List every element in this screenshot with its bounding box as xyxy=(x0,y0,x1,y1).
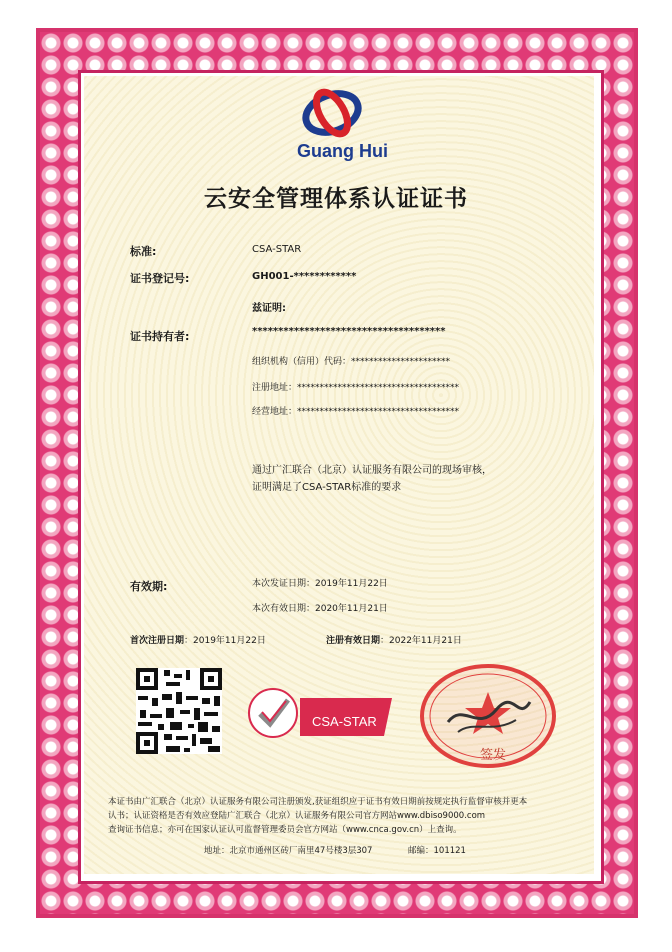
footer-line-2: 认书；认证资格是否有效应登陆广汇联合（北京）认证服务有限公司官方网站www.dbiso9000.com xyxy=(108,811,486,821)
reg-number-label: 证书登记号: xyxy=(130,272,190,285)
qr-code[interactable] xyxy=(136,668,222,754)
qr-finder-bottom-left xyxy=(136,732,158,754)
org-code: 组织机构（信用）代码：********************** xyxy=(252,357,451,367)
standard-label: 标准: xyxy=(130,245,157,258)
first-registration xyxy=(130,633,266,646)
footer-address: 地址：北京市通州区砖厂南里47号楼3层307 xyxy=(204,846,373,856)
guanghui-logo-icon xyxy=(300,86,364,140)
holder-label: 证书持有者: xyxy=(130,330,190,343)
registered-address: 注册地址：************************************ xyxy=(252,383,460,393)
qr-finder-top-right xyxy=(200,668,222,690)
statement-line-2: 证明满足了CSA-STAR标准的要求 xyxy=(252,482,402,493)
qr-finder-top-left xyxy=(136,668,158,690)
certify-label: 兹证明: xyxy=(252,303,286,314)
footer-postcode: 邮编：101121 xyxy=(408,846,466,856)
csa-star-badge-text: CSA-STAR xyxy=(312,714,377,729)
csa-star-badge xyxy=(246,686,392,740)
issue-date: 本次发证日期：2019年11月22日 xyxy=(252,579,388,589)
footer-line-1: 本证书由广汇联合（北京）认证服务有限公司注册颁发,获证组织应于证书有效日期前按规定执行监督审核并更本 xyxy=(108,797,528,807)
issuer-sign-text: 签发 xyxy=(480,748,507,763)
validity-label: 有效期: xyxy=(130,580,168,593)
reg-number-value: GH001-************ xyxy=(252,271,357,282)
registration-validity-label: 注册有效日期 xyxy=(326,636,381,646)
registration-validity-value: ：2022年11月21日 xyxy=(380,636,462,646)
first-registration-label: 首次注册日期 xyxy=(130,636,185,646)
logo-text: Guang Hui xyxy=(297,141,388,161)
valid-date: 本次有效日期：2020年11月21日 xyxy=(252,604,388,614)
statement-line-1: 通过广汇联合（北京）认证服务有限公司的现场审核， xyxy=(252,465,492,476)
standard-value: CSA-STAR xyxy=(252,244,302,255)
registration-validity xyxy=(326,633,462,646)
certificate-title: 云安全管理体系认证证书 xyxy=(204,186,468,212)
first-registration-value: ：2019年11月22日 xyxy=(184,636,266,646)
holder-value: ************************************* xyxy=(252,326,446,337)
business-address: 经营地址：************************************ xyxy=(252,407,460,417)
footer-line-3: 查询证书信息；亦可在国家认证认可监督管理委员会官方网站（www.cnca.gov.cn）上查询。 xyxy=(108,825,462,835)
